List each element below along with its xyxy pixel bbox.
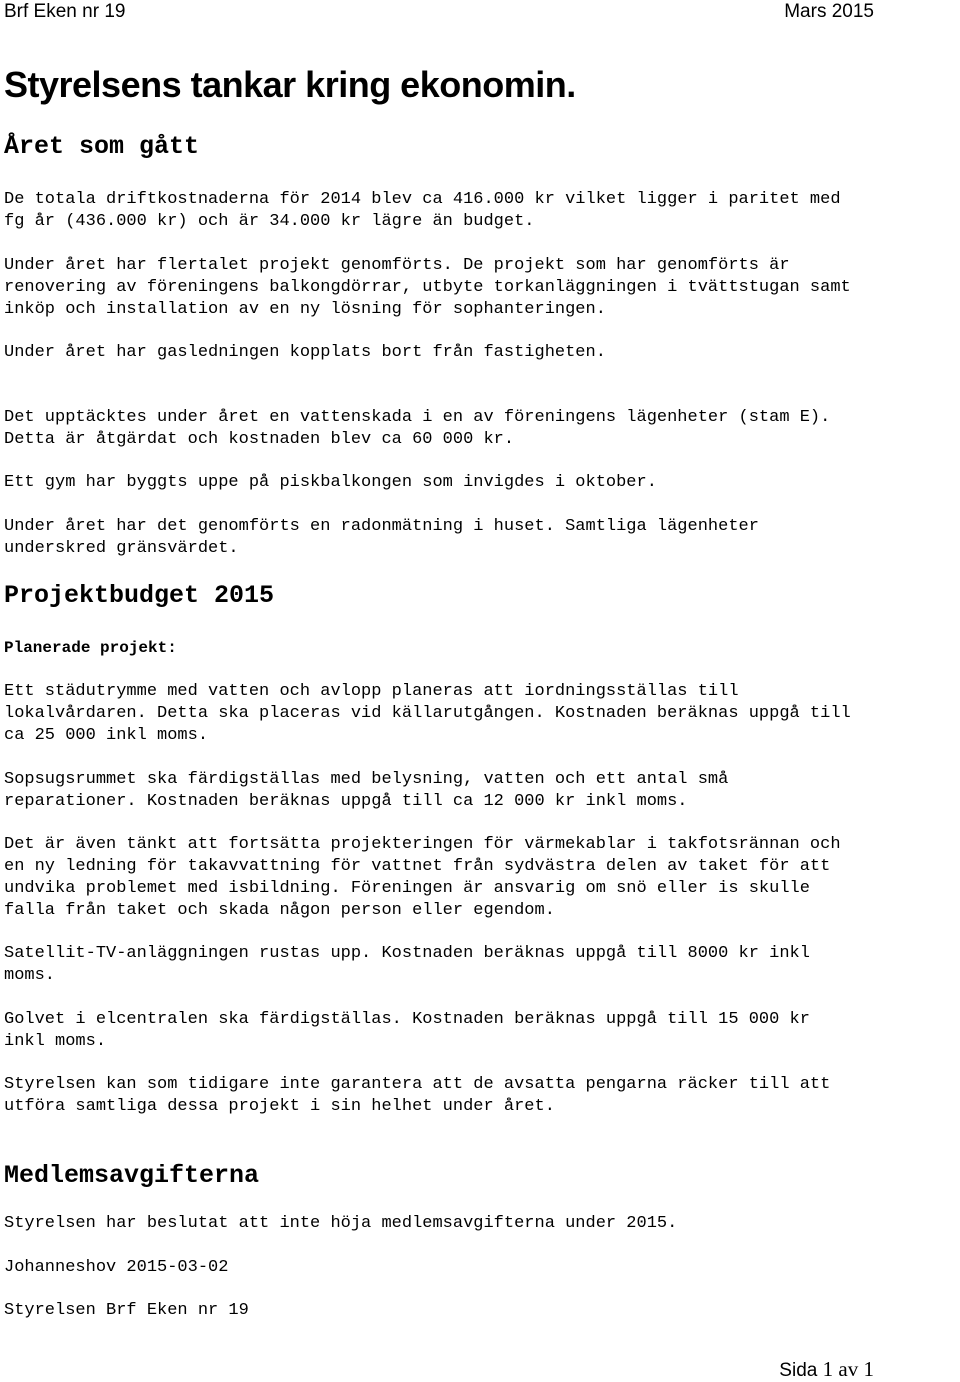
paragraph-elcentralen: Golvet i elcentralen ska färdigställas. Kostnaden beräknas uppgå till 15 000 kr inkl moms.: [4, 1010, 810, 1051]
signature: Styrelsen Brf Eken nr 19: [4, 1301, 249, 1320]
section-heading-projektbudget: Projektbudget 2015: [4, 581, 275, 610]
footer-page-number: 1: [822, 1357, 834, 1381]
paragraph-stadutrymme: Ett städutrymme med vatten och avlopp planeras att iordningsställas till lokalvårdaren. Detta ska placeras vid källarutgången. Kostnaden beräknas uppgå till ca 25 000 inkl moms.: [4, 682, 851, 745]
paragraph-sopsugsrummet: Sopsugsrummet ska färdigställas med belysning, vatten och ett antal små reparationer. Kostnaden beräknas uppgå till ca 12 000 kr inkl moms.: [4, 770, 729, 811]
place-date: Johanneshov 2015-03-02: [4, 1258, 229, 1277]
header-date: Mars 2015: [784, 1, 874, 22]
page-title: Styrelsens tankar kring ekonomin.: [4, 64, 576, 105]
subheading-planerade-projekt: Planerade projekt:: [4, 639, 177, 657]
paragraph-varmekablar: Det är även tänkt att fortsätta projekteringen för värmekablar i takfotsrännan och en ny ledning för takavvattning för vattnet från sydvästra delen av taket för att undvika problemet med isbildning. Föreningen är ansvarig om snö eller is skulle falla från taket och skada någon person eller egendom.: [4, 835, 841, 920]
page-header: [0, 0, 960, 26]
section-heading-aret: Året som gått: [4, 132, 200, 161]
header-association-name: Brf Eken nr 19: [4, 1, 126, 22]
paragraph-driftkostnader: De totala driftkostnaderna för 2014 blev ca 416.000 kr vilket ligger i paritet med fg år (436.000 kr) och är 34.000 kr lägre än budget.: [4, 190, 841, 231]
footer-page-word: Sida: [779, 1360, 818, 1381]
paragraph-gym: Ett gym har byggts uppe på piskbalkongen som invigdes i oktober.: [4, 473, 657, 492]
section-heading-medlemsavgifterna: Medlemsavgifterna: [4, 1161, 260, 1190]
footer-of-word: av: [838, 1357, 859, 1381]
paragraph-projekt-genomforts: Under året har flertalet projekt genomförts. De projekt som har genomförts är renovering av föreningens balkongdörrar, utbyte torkanläggningen i tvättstugan samt inköp och installation av en ny lösning för sophanteringen.: [4, 256, 851, 319]
paragraph-gasledning: Under året har gasledningen kopplats bort från fastigheten.: [4, 343, 606, 362]
paragraph-vattenskada: Det upptäcktes under året en vattenskada i en av föreningens lägenheter (stam E). Detta är åtgärdat och kostnaden blev ca 60 000 kr.: [4, 408, 831, 449]
paragraph-satellit-tv: Satellit-TV-anläggningen rustas upp. Kostnaden beräknas uppgå till 8000 kr inkl moms.: [4, 944, 810, 985]
paragraph-garanti: Styrelsen kan som tidigare inte garantera att de avsatta pengarna räcker till att utföra samtliga dessa projekt i sin helhet under året.: [4, 1075, 831, 1116]
footer-page-total: 1: [863, 1357, 874, 1381]
paragraph-radon: Under året har det genomförts en radonmätning i huset. Samtliga lägenheter underskred gränsvärdet.: [4, 517, 759, 558]
page-number-footer: [779, 1357, 874, 1382]
paragraph-avgifter-beslut: Styrelsen har beslutat att inte höja medlemsavgifterna under 2015.: [4, 1214, 678, 1233]
